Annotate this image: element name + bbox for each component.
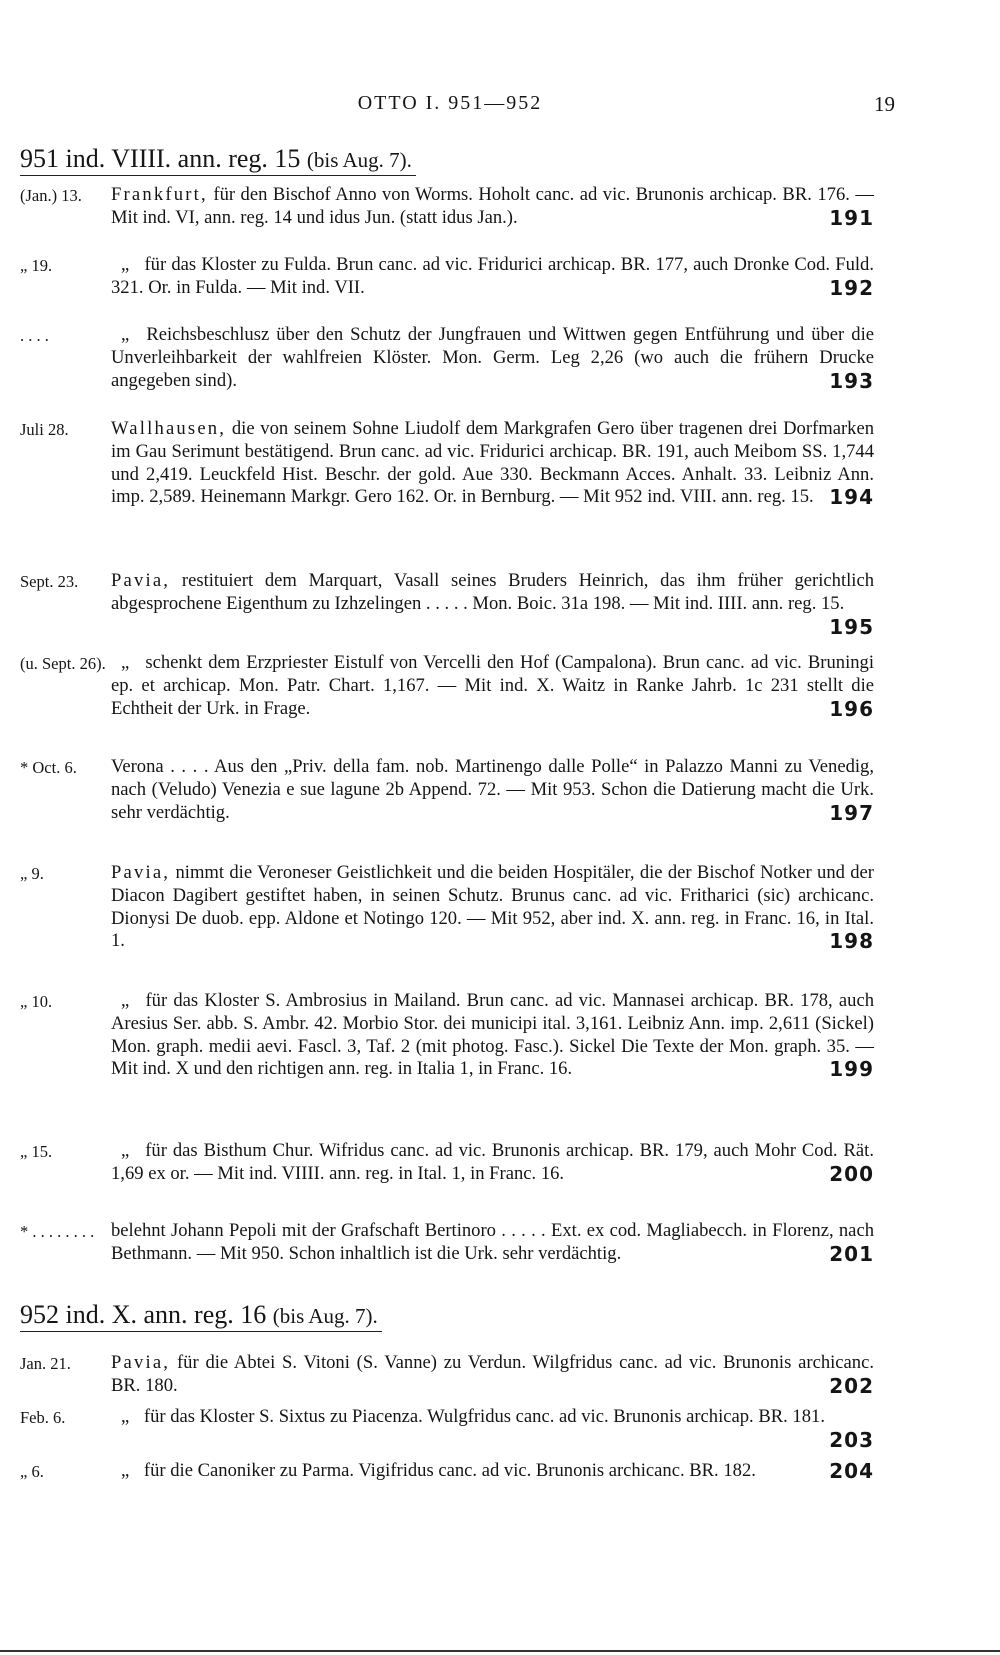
ditto-mark: „ — [121, 1460, 130, 1481]
entry-text: nimmt die Veroneser Geistlichkeit und die beiden Hospitäler, die der Bischof Notker und der Diacon Dagibert gestiftet haben, in seinen Schutz. Brunus canc. ad vic. Fritharici (sic) archicanc. Dionysi De duob. epp. Aldone et Notingo 120. — Mit 952, aber ind. X. ann. reg. in Franc. 16, in Ital. 1. — [111, 862, 874, 952]
entry-date: Sept. 23. — [20, 572, 79, 591]
entry-number: 202 — [829, 1373, 874, 1398]
entry-number: 198 — [829, 929, 874, 954]
ditto-mark: „ — [121, 1140, 130, 1161]
entry-date: „ 15. — [20, 1142, 53, 1161]
entry-body — [111, 756, 874, 824]
entry-text: für das Kloster S. Sixtus zu Piacenza. Wulgfridus canc. ad vic. Brunonis archicap. BR. 181. — [143, 1406, 825, 1427]
entry-text: für das Kloster zu Fulda. Brun canc. ad vic. Fridurici archicap. BR. 177, auch Dronke Cod. Fuld. 321. Or. in Fulda. — Mit ind. VII. — [111, 254, 874, 298]
entry-place: Frankfurt, — [111, 184, 208, 205]
entry-text: schenkt dem Erzpriester Eistulf von Vercelli den Hof (Campalona). Brun canc. ad vic. Bruningi ep. et archicap. Mon. Patr. Chart. 1,167. — Mit ind. X. Waitz in Ranke Jahrb. 1c 231 stellt die Echtheit der Urk. in Frage. — [111, 652, 874, 719]
entry-date: Juli 28. — [20, 420, 69, 439]
entry-date: „ 9. — [20, 864, 44, 883]
section-heading-main: 951 ind. VIIII. ann. reg. 15 — [20, 144, 301, 173]
ditto-mark: „ — [121, 324, 130, 345]
entry-body — [111, 990, 874, 1081]
entry-date: (u. Sept. 26). — [20, 654, 106, 673]
entry-number: 204 — [829, 1459, 874, 1483]
entry-number: 191 — [829, 205, 874, 230]
entry-text: für das Bisthum Chur. Wifridus canc. ad vic. Brunonis archicap. BR. 179, auch Mohr Cod. Rät. 1,69 ex or. — Mit ind. VIIII. ann. reg. in Ital. 1, in Franc. 16. — [111, 1140, 874, 1184]
entry-place: Pavia, — [111, 570, 171, 591]
section-heading-952 — [20, 1300, 382, 1332]
entry-text: für die Abtei S. Vitoni (S. Vanne) zu Verdun. Wilgfridus canc. ad vic. Brunonis archicanc. BR. 180. — [111, 1352, 874, 1396]
entry-text: für die Canoniker zu Parma. Vigifridus canc. ad vic. Brunonis archicanc. BR. 182. — [143, 1460, 756, 1481]
running-title: OTTO I. 951—952 — [357, 92, 543, 114]
entry-date: „ 6. — [20, 1462, 44, 1481]
page-number: 19 — [874, 92, 895, 116]
entry-text: Reichsbeschlusz über den Schutz der Jungfrauen und Wittwen gegen Entführung und über die Unverleihbarkeit der wahlfreien Klöster. Mon. Germ. Leg 2,26 (wo auch die frühern Drucke angegeben sind). — [111, 324, 874, 391]
entry-date: . . . . — [20, 326, 49, 345]
entry-body — [111, 1406, 874, 1452]
entry-number: 195 — [829, 614, 874, 639]
entry-body — [111, 652, 874, 720]
entry-number: 200 — [829, 1161, 874, 1186]
ditto-mark: „ — [121, 254, 130, 275]
entry-place: Pavia, — [111, 1352, 171, 1373]
section-heading-sub: (bis Aug. 7). — [306, 148, 412, 172]
entry-text: die von seinem Sohne Liudolf dem Markgrafen Gero über tragenen drei Dorfmarken im Gau Serimunt bestätigend. Brun canc. ad vic. Fridurici archicap. BR. 191, auch Meibom SS. 1,744 und 2,419. Leuckfeld Hist. Beschr. der gold. Aue 330. Beckmann Acces. Anhalt. 33. Leibniz Ann. imp. 2,589. Heinemann Markgr. Gero 162. Or. in Bernburg. — Mit 952 ind. VIII. ann. reg. 15. — [111, 418, 874, 508]
entry-text: Verona . . . . Aus den „Priv. della fam. nob. Martinengo dalle Polle“ in Palazzo Manni zu Venedig, nach (Veludo) Venezia e sue lagune 2b Append. 72. — Mit 953. Schon die Datierung macht die Urk. sehr verdächtig. — [111, 756, 874, 823]
entry-body — [111, 1352, 874, 1398]
ditto-mark: „ — [121, 990, 130, 1011]
entry-body — [111, 862, 874, 953]
entry-body — [111, 254, 874, 300]
entry-date: * Oct. 6. — [20, 758, 77, 777]
entry-body — [111, 570, 874, 638]
ditto-mark: „ — [121, 652, 130, 673]
entry-number: 196 — [829, 696, 874, 721]
section-heading-sub: (bis Aug. 7). — [272, 1304, 378, 1328]
entry-place: Pavia, — [111, 862, 171, 883]
entry-body — [111, 418, 874, 509]
section-heading-main: 952 ind. X. ann. reg. 16 — [20, 1300, 267, 1329]
entry-text: für das Kloster S. Ambrosius in Mailand. Brun canc. ad vic. Mannasei archicap. BR. 178, auch Aresius Ser. abb. S. Ambr. 42. Morbio Stor. dei municipi ital. 3,161. Leibniz Ann. imp. 2,611 (Sickel) Mon. graph. medii aevi. Fascl. 3, Taf. 2 (mit photog. Fasc.). Sickel Die Texte der Mon. graph. 35. — Mit ind. X und den richtigen ann. reg. in Italia 1, in Franc. 16. — [111, 990, 875, 1080]
scan-edge-rule — [0, 1650, 1000, 1652]
entry-body — [111, 1220, 874, 1266]
entry-number: 193 — [829, 368, 874, 393]
entry-body — [111, 1460, 874, 1483]
entry-number: 203 — [829, 1427, 874, 1452]
entry-date: (Jan.) 13. — [20, 186, 82, 205]
entry-date: „ 19. — [20, 256, 53, 275]
entry-date: Jan. 21. — [20, 1354, 71, 1373]
entry-text: restituiert dem Marquart, Vasall seines Bruders Heinrich, das ihm früher gerichtlich abgesprochene Eigenthum zu Izhzelingen . . . . . Mon. Boic. 31a 198. — Mit ind. IIII. ann. reg. 15. — [111, 570, 874, 614]
entry-date: Feb. 6. — [20, 1408, 66, 1427]
entry-number: 199 — [829, 1057, 874, 1082]
entry-body — [111, 184, 874, 230]
entry-date: * . . . . . . . . — [20, 1222, 95, 1241]
entry-place: Wallhausen, — [111, 418, 227, 439]
entry-number: 197 — [829, 800, 874, 825]
ditto-mark: „ — [121, 1406, 130, 1427]
entry-date: „ 10. — [20, 992, 53, 1011]
entry-number: 192 — [829, 275, 874, 300]
entry-text: belehnt Johann Pepoli mit der Grafschaft Bertinoro . . . . . Ext. ex cod. Magliabecch. in Florenz, nach Bethmann. — Mit 950. Schon inhaltlich ist die Urk. sehr verdächtig. — [111, 1220, 874, 1264]
entry-body — [111, 1140, 874, 1186]
entry-body — [111, 324, 874, 392]
entry-number: 201 — [829, 1241, 874, 1266]
entry-number: 194 — [829, 485, 874, 510]
entry-text: für den Bischof Anno von Worms. Hoholt canc. ad vic. Brunonis archicap. BR. 176. — Mit ind. VI, ann. reg. 14 und idus Jun. (statt idus Jan.). — [111, 184, 874, 228]
section-heading-951 — [20, 144, 416, 176]
